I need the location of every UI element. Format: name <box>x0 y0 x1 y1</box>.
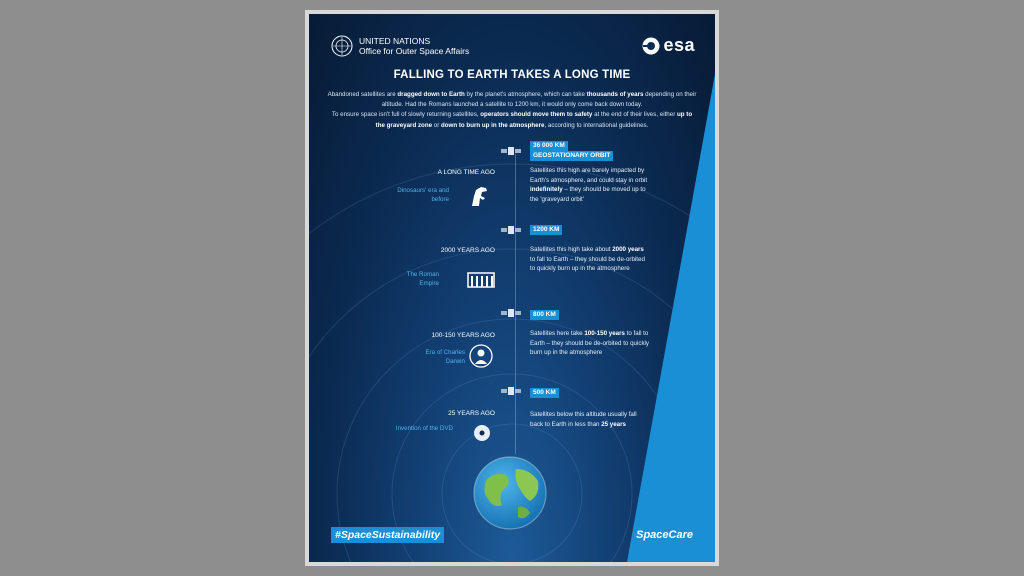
era-label-roman: The Roman Empire <box>406 271 439 287</box>
satellite-icon <box>501 384 521 398</box>
satellite-icon <box>501 144 521 158</box>
poster-title: FALLING TO EARTH TAKES A LONG TIME <box>393 69 631 81</box>
time-label-long-ago: A LONG TIME AGO <box>437 169 495 176</box>
era-label-dinosaurs: Dinosaurs' era and before <box>397 187 449 203</box>
altitude-tag-500: 500 KM <box>530 388 559 398</box>
dvd-icon <box>473 424 491 442</box>
desc-1200: Satellites this high take about 2000 years to fall to Earth – they should be de-orbited to quickly burn up in the atmosphere <box>530 246 645 273</box>
time-label-25-years: 25 YEARS AGO <box>448 410 495 417</box>
desc-36000: Satellites this high are barely impacted by Earth's atmosphere, and could stay in orbit indefinitely – they should be moved up to the 'graveyard orbit' <box>530 167 648 203</box>
altitude-tag-36000: 36 000 KM <box>530 141 568 151</box>
esa-wordmark: esa <box>663 35 695 55</box>
era-label-dvd: Invention of the DVD <box>395 425 453 432</box>
esa-logo-icon <box>641 36 661 56</box>
infographic-poster <box>309 14 715 562</box>
satellite-icon <box>501 306 521 320</box>
darwin-portrait-icon <box>469 344 493 368</box>
timeline-axis <box>515 154 516 454</box>
altitude-subtag-geo: GEOSTATIONARY ORBIT <box>530 151 613 161</box>
earth-globe-icon <box>472 455 548 531</box>
altitude-tag-1200: 1200 KM <box>530 225 562 235</box>
desc-800: Satellites here take 100-150 years to fall to Earth – they should be de-orbited to quickly burn up in the atmosphere <box>530 330 650 357</box>
dinosaur-icon <box>467 184 491 208</box>
un-office: Office for Outer Space Affairs <box>359 46 470 56</box>
satellite-icon <box>501 223 521 237</box>
un-name: UNITED NATIONS <box>359 36 431 46</box>
hashtag-badge: #SpaceSustainability <box>331 527 444 543</box>
altitude-tag-800: 800 KM <box>530 310 559 320</box>
spacecare-brand: SpaceCare <box>636 529 693 541</box>
desc-500: Satellites below this altitude usually fall back to Earth in less than 25 years <box>530 411 637 428</box>
esa-logo <box>641 35 695 56</box>
time-label-100-150-years: 100-150 YEARS AGO <box>431 332 495 339</box>
time-label-2000-years: 2000 YEARS AGO <box>440 247 495 254</box>
colosseum-icon <box>467 270 495 288</box>
intro-text: Abandoned satellites are dragged down to Earth by the planet's atmosphere, which can take thousands of years depending on their altitude. Had the Romans launched a satellite to 1200 km, it would only come back down today. To ensure space isn't full of slowly returning satellites, operators should move them to safety at the end of their lives, either up to the graveyard zone or down to burn up in the atmosphere, according to international guidelines. <box>327 91 697 129</box>
un-emblem-icon <box>331 35 353 57</box>
un-oosa-logo <box>331 35 469 57</box>
era-label-darwin: Era of Charles Darwin <box>425 349 465 365</box>
